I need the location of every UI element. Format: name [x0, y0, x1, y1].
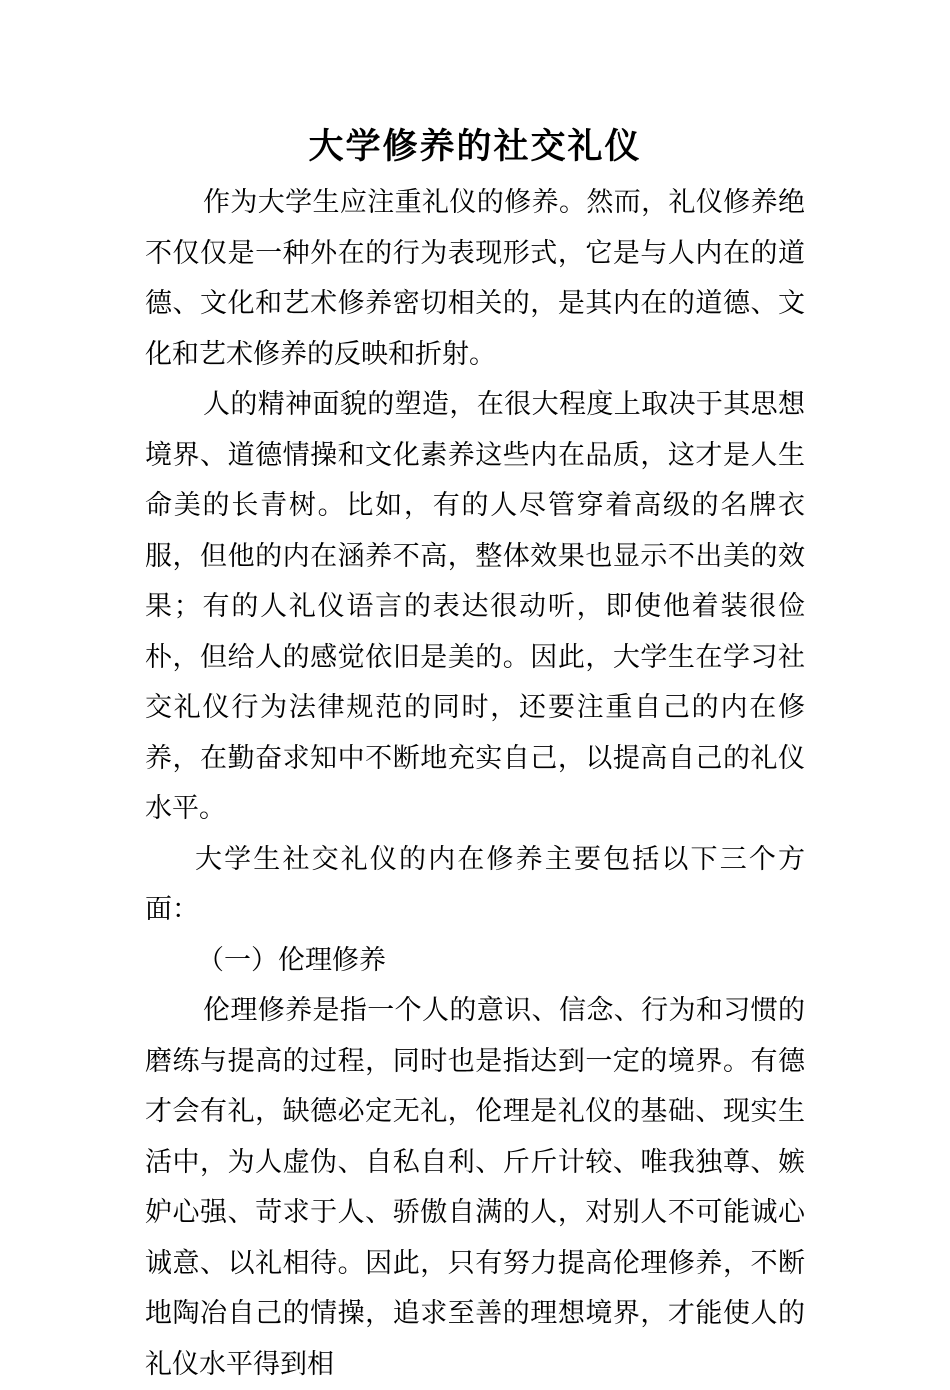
- document-body: [145, 178, 805, 1390]
- paragraph-ethics: 伦理修养是指一个人的意识、信念、行为和习惯的磨练与提高的过程，同时也是指达到一定的境界。有德才会有礼，缺德必定无礼，伦理是礼仪的基础、现实生活中，为人虚伪、自私自利、斤斤计较、唯我独尊、嫉妒心强、苛求于人、骄傲自满的人，对别人不可能诚心诚意、以礼相待。因此，只有努力提高伦理修养，不断地陶冶自己的情操，追求至善的理想境界，才能使人的礼仪水平得到相: [145, 995, 805, 1380]
- paragraph-aspects: 大学生社交礼仪的内在修养主要包括以下三个方面：: [145, 843, 805, 925]
- paragraph-spirit: 人的精神面貌的塑造，在很大程度上取决于其思想境界、道德情操和文化素养这些内在品质，这才是人生命美的长青树。比如，有的人尽管穿着高级的名牌衣服，但他的内在涵养不高，整体效果也显示不出美的效果；有的人礼仪语言的表达很动听，即使他着装很俭朴，但给人的感觉依旧是美的。因此，大学生在学习社交礼仪行为法律规范的同时，还要注重自己的内在修养，在勤奋求知中不断地充实自己，以提高自己的礼仪水平。: [145, 389, 805, 824]
- paragraph-intro: 作为大学生应注重礼仪的修养。然而，礼仪修养绝不仅仅是一种外在的行为表现形式，它是与人内在的道德、文化和艺术修养密切相关的，是其内在的道德、文化和艺术修养的反映和折射。: [145, 187, 805, 370]
- section-heading-ethics: （一）伦理修养: [197, 944, 386, 976]
- document-title: 大学修养的社交礼仪: [308, 127, 642, 167]
